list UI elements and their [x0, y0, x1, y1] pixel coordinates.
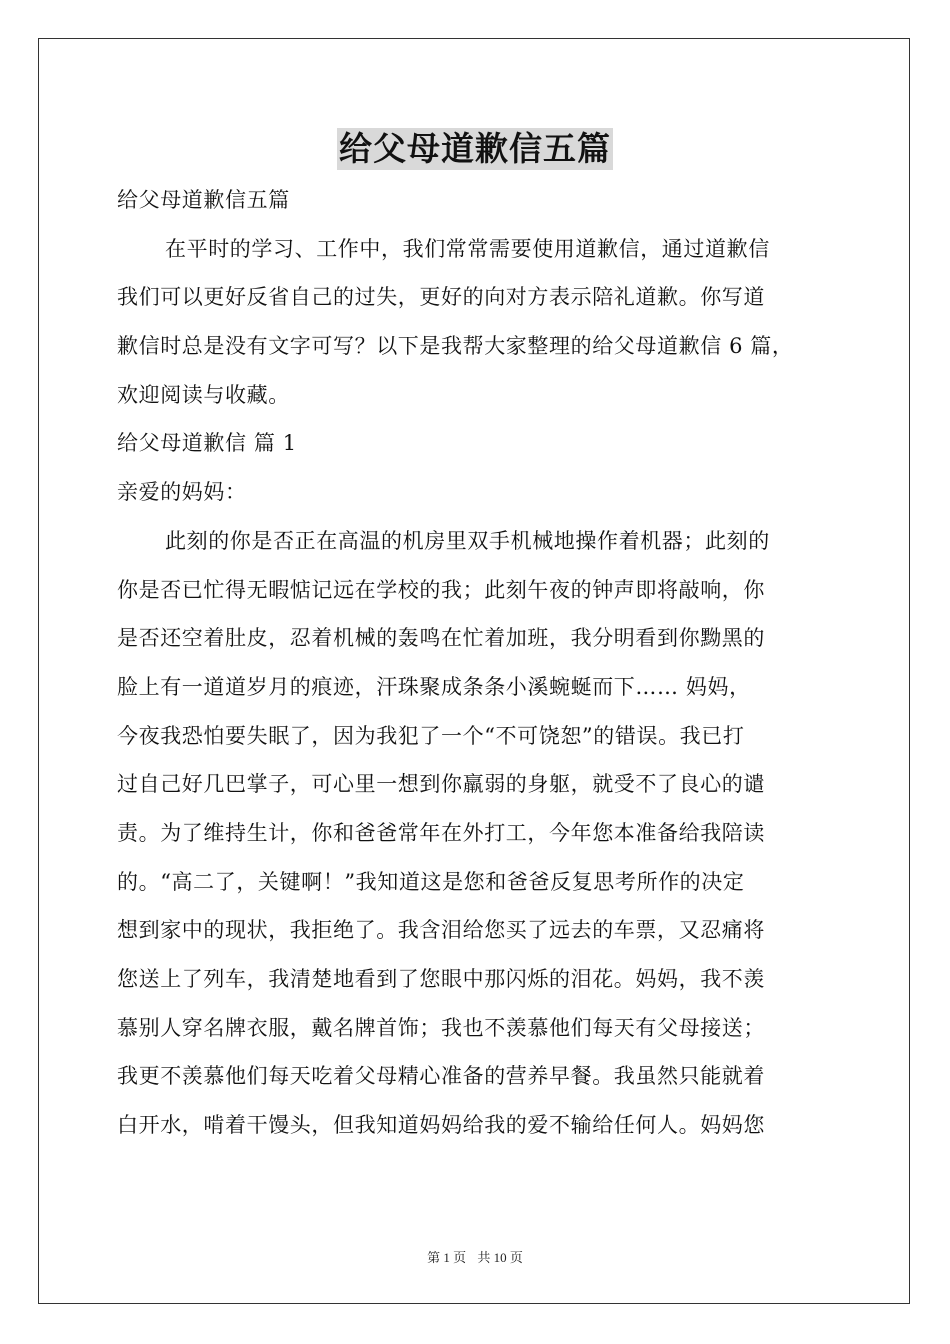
text-line: 今夜我恐怕要失眠了，因为我犯了一个“不可饶恕”的错误。我已打 [117, 723, 745, 748]
text-line: 我们可以更好反省自己的过失，更好的向对方表示陪礼道歉。你写道 [117, 285, 765, 310]
text-line: 慕别人穿名牌衣服，戴名牌首饰；我也不羡慕他们每天有父母接送； [117, 1015, 765, 1040]
document-body [117, 176, 837, 1150]
page-total: 共 10 页 [477, 1250, 523, 1265]
text-line: 过自己好几巴掌子，可心里一想到你羸弱的身躯，就受不了良心的谴 [117, 772, 765, 797]
document-title: 给父母道歉信五篇 [339, 129, 611, 168]
text-line: 给父母道歉信 篇 1 [117, 431, 297, 456]
text-line: 在平时的学习、工作中，我们常常需要使用道歉信，通过道歉信 [165, 236, 770, 261]
text-line: 脸上有一道道岁月的痕迹，汗珠聚成条条小溪蜿蜒而下…… 妈妈， [117, 674, 751, 699]
page-footer [0, 1247, 950, 1266]
text-line: 是否还空着肚皮，忍着机械的轰鸣在忙着加班，我分明看到你黝黑的 [117, 626, 765, 651]
text-line: 亲爱的妈妈： [117, 480, 247, 505]
page-number: 第 1 页 [427, 1250, 467, 1265]
text-line: 给父母道歉信五篇 [117, 188, 290, 212]
text-line: 白开水，啃着干馒头，但我知道妈妈给我的爱不输给任何人。妈妈您 [117, 1113, 765, 1138]
text-line: 此刻的你是否正在高温的机房里双手机械地操作着机器；此刻的 [165, 528, 770, 553]
title-container [0, 128, 950, 170]
text-line: 责。为了维持生计，你和爸爸常年在外打工，今年您本准备给我陪读 [117, 820, 765, 845]
text-line: 的。“高二了，关键啊！”我知道这是您和爸爸反复思考所作的决定 [117, 869, 745, 894]
text-line: 想到家中的现状，我拒绝了。我含泪给您买了远去的车票，又忍痛将 [117, 918, 765, 943]
text-line: 我更不羡慕他们每天吃着父母精心准备的营养早餐。我虽然只能就着 [117, 1064, 765, 1089]
text-line: 您送上了列车，我清楚地看到了您眼中那闪烁的泪花。妈妈，我不羡 [117, 967, 765, 991]
text-line: 歉信时总是没有文字可写？以下是我帮大家整理的给父母道歉信 6 篇， [117, 334, 794, 359]
text-line: 欢迎阅读与收藏。 [117, 382, 290, 407]
text-line: 你是否已忙得无暇惦记远在学校的我；此刻午夜的钟声即将敲响，你 [117, 577, 765, 602]
